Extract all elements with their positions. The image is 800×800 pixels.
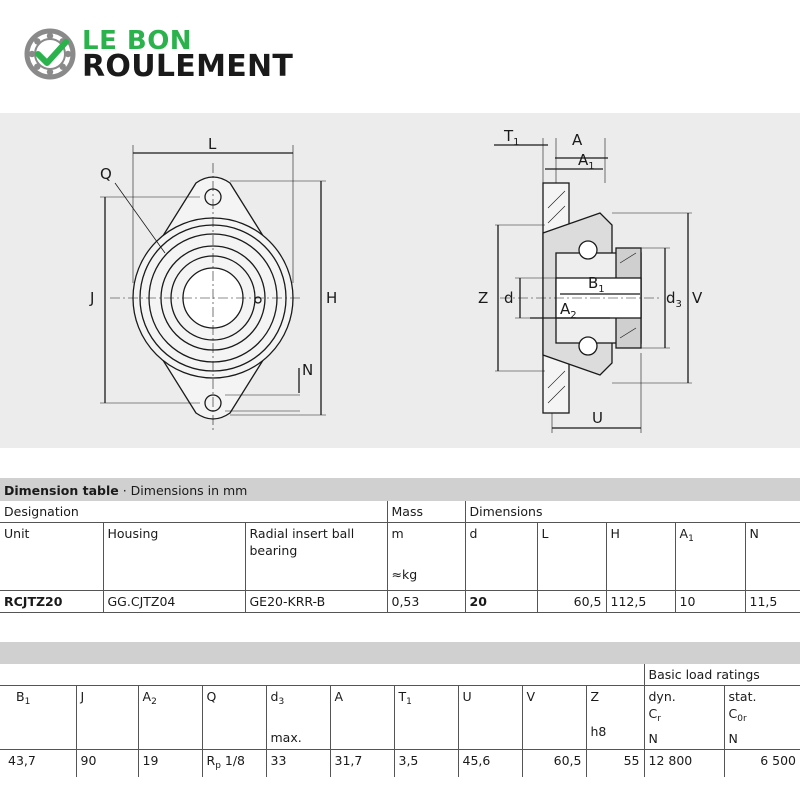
label-L: L [208, 135, 217, 153]
header-A1: $A_1$ [675, 523, 745, 591]
cell-unit: RCJTZ20 [0, 591, 103, 613]
table-title: Dimension table [4, 483, 119, 498]
header-stat: stat. $C_{0r}$ N [724, 686, 800, 750]
cell-T1: 3,5 [394, 750, 458, 778]
mass-symbol: m [391, 526, 404, 541]
side-view [478, 127, 703, 433]
cell-B1: 43,7 [8, 753, 36, 768]
cell-A2: 19 [138, 750, 202, 778]
label-U: U [592, 409, 603, 427]
header-mass: Mass [387, 501, 465, 523]
header-dimensions: Dimensions [465, 501, 800, 523]
cell-Z: 55 [586, 750, 644, 778]
front-view [89, 135, 337, 433]
table2-group-header [0, 664, 800, 686]
label-H: H [326, 289, 338, 307]
column-header-row [0, 523, 800, 591]
header-Q: Q [202, 686, 266, 750]
cell-C0r: 6 500 [724, 750, 800, 778]
label-Z: Z [478, 289, 489, 307]
header-basic-load: Basic load ratings [644, 664, 800, 686]
table2-bar [0, 642, 800, 664]
label-A1: $A_1$ [578, 151, 595, 172]
label-A2: $A_2$ [560, 300, 577, 321]
dimension-table-continued [0, 642, 800, 777]
cell-N: 11,5 [745, 591, 800, 613]
group-header-row [0, 501, 800, 523]
cell-A: 31,7 [330, 750, 394, 778]
label-A: A [572, 131, 583, 149]
table-title-bar [0, 478, 800, 501]
label-d: d [504, 289, 514, 307]
header-A2: $A_2$ [138, 686, 202, 750]
header-mass-unit [387, 523, 465, 591]
table-row [0, 591, 800, 613]
label-T1: $T_1$ [504, 127, 520, 148]
drawing-svg [0, 113, 800, 448]
cell-Q: $R_p$ 1/8 [202, 750, 266, 778]
header-designation: Designation [0, 501, 387, 523]
label-V: V [692, 289, 703, 307]
table2-column-header [0, 686, 800, 750]
Z-tolerance: h8 [590, 724, 607, 739]
header-L: L [537, 523, 606, 591]
header-U: U [458, 686, 522, 750]
cell-V: 60,5 [522, 750, 586, 778]
header-radial-insert: Radial insert ball bearing [245, 523, 387, 591]
header-H: H [606, 523, 675, 591]
header-T1: $T_1$ [394, 686, 458, 750]
table-row [0, 750, 800, 778]
cell-H: 112,5 [606, 591, 675, 613]
cell-mass: 0,53 [387, 591, 465, 613]
cell-d3: 33 [266, 750, 330, 778]
table-subtitle: · Dimensions in mm [118, 483, 248, 498]
mass-kg: ≈kg [391, 567, 418, 582]
header-unit: Unit [0, 523, 103, 591]
header-d: d [465, 523, 537, 591]
header-V: V [522, 686, 586, 750]
technical-drawing [0, 113, 800, 448]
cell-L: 60,5 [537, 591, 606, 613]
label-N: N [302, 361, 314, 379]
header-B1: $B_1$ [0, 686, 76, 750]
header-dyn: dyn. $C_r$ N [644, 686, 724, 750]
header-N: N [745, 523, 800, 591]
d3-max: max. [270, 730, 302, 745]
cell-J: 90 [76, 750, 138, 778]
label-J: J [90, 289, 95, 307]
cell-housing: GG.CJTZ04 [103, 591, 245, 613]
label-B1: $B_1$ [588, 274, 605, 295]
bearing-check-icon [24, 28, 76, 80]
header-Z: Z h8 [586, 686, 644, 750]
label-d3: $d_3$ [666, 289, 682, 310]
header-J: J [76, 686, 138, 750]
header-A: A [330, 686, 394, 750]
header [0, 0, 800, 113]
header-d3: $d_3$ max. [266, 686, 330, 750]
brand-logo[interactable] [24, 26, 304, 86]
dimension-table [0, 478, 800, 613]
logo-text-top: LE BON [82, 26, 193, 56]
cell-A1: 10 [675, 591, 745, 613]
header-housing: Housing [103, 523, 245, 591]
cell-d: 20 [465, 591, 537, 613]
label-Q: Q [100, 165, 112, 183]
cell-Cr: 12 800 [644, 750, 724, 778]
logo-text-bottom: ROULEMENT [82, 49, 294, 84]
cell-insert: GE20-KRR-B [245, 591, 387, 613]
cell-U: 45,6 [458, 750, 522, 778]
